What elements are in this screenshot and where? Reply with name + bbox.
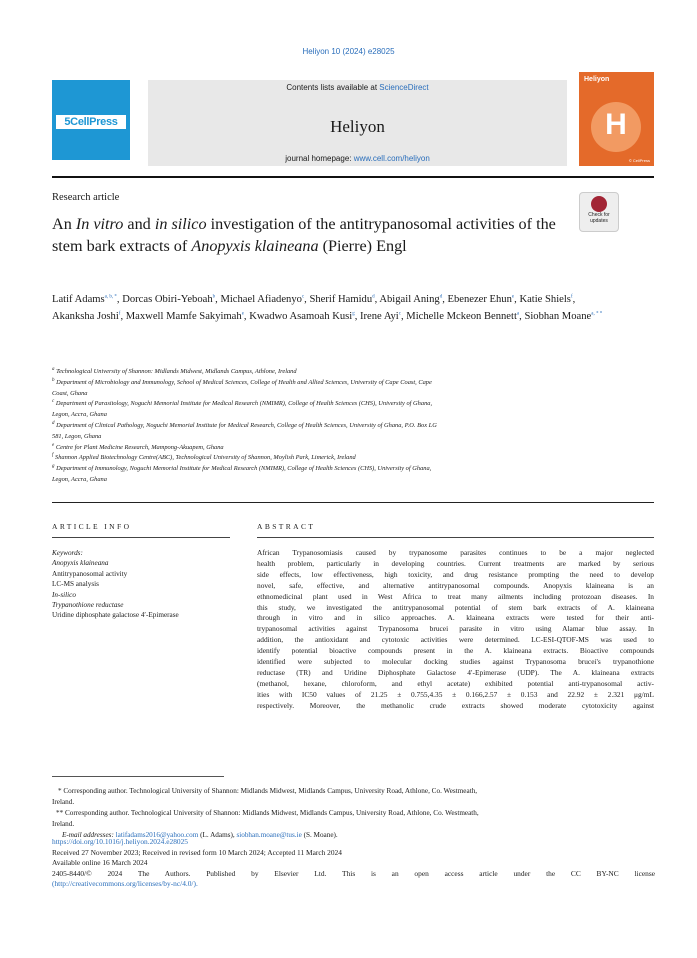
keyword[interactable]: In-silico [52, 590, 76, 599]
author-name[interactable]: Akanksha Joshi [52, 310, 119, 322]
author-affiliation-marker[interactable]: c [301, 294, 305, 300]
journal-citation[interactable]: Heliyon 10 (2024) e28025 [302, 47, 395, 56]
email-link[interactable]: siobhan.moane@tus.ie [236, 830, 302, 839]
journal-name: Heliyon [330, 117, 385, 136]
article-type: Research article [52, 192, 120, 203]
affiliation-text: 581, Legon, Ghana [52, 432, 102, 440]
affiliation-text: Department of Microbiology and Immunology, School of Medical Sciences, College of Health and Allied Sciences, University of Cape Coast, Cape [56, 378, 432, 386]
footnotes: * Corresponding author. Technological University of Shannon: Midlands Midwest, Midlands Campus, University Road, Athlone, Co. Westmeath, Ireland. ** Corresponding author. Technological University of Shannon: Midlands Midwest, Midlands Campus, University Road, Athlone, Co. Westmeath, Ireland. E-mail addresses: latifadams2016@yahoo.com (L. Adams), siobhan.moane@tus.ie (S. Moane). [52, 786, 655, 841]
keyword[interactable]: Uridine diphosphate galactose 4′-Epimerase [52, 611, 179, 620]
footnote-rule [52, 776, 224, 777]
article-title: An In vitro and in silico investigation of the antitrypanosomal activities of the stem bark extracts of Anopyxis klaineana (Pierre) Engl [52, 215, 556, 255]
abstract-line: (methanol, hexane, chloroform, and ethyl acetate) exhibited potential anti-trypanosomal activ- [257, 678, 654, 688]
author-affiliation-marker[interactable]: a, * * [591, 311, 603, 317]
corresponding-author-2: ** Corresponding author. Technological University of Shannon: Midlands Midwest, Midlands Campus, University Road, Athlone, Co. Westmeath, [56, 808, 479, 817]
email-addresses: E-mail addresses: latifadams2016@yahoo.com (L. Adams), siobhan.moane@tus.ie (S. Moane). [62, 830, 338, 839]
available-online: Available online 16 March 2024 [52, 858, 148, 868]
sciencedirect-link[interactable]: ScienceDirect [379, 83, 429, 92]
abstract-line: respectively. Moreover, the methanolic crude extracts showed moderate cytotoxicity against [257, 700, 654, 710]
affiliation-key: f [52, 453, 54, 459]
abstract-line: addition, the antioxidant and cytotoxic activities were determined. LC-ESI-QTOF-MS was used to [257, 635, 654, 645]
abstract-line: health problem, particularly in developing countries. Current treatments are marked by serious [257, 558, 654, 568]
keywords-block [52, 548, 222, 621]
author-affiliation-marker[interactable]: d [439, 294, 443, 300]
affiliation-line [52, 475, 652, 486]
author-name[interactable]: Latif Adams [52, 294, 105, 305]
abstract-line: identify potential bioactive compounds present in the A. klaineana extracts. Bioactive compounds [257, 646, 654, 656]
author-affiliation-marker[interactable]: e [241, 311, 244, 317]
abstract-line: this study, we investigated the antitrypanosomal potential of stem bark extracts of A. klaineana [257, 602, 654, 612]
affiliation-line [52, 453, 652, 464]
author-name[interactable]: Dorcas Obiri-Yeboah [122, 294, 213, 305]
cover-letter: H [605, 108, 627, 141]
affiliations [52, 367, 652, 486]
corresponding-author-1: * Corresponding author. Technological University of Shannon: Midlands Midwest, Midlands Campus, University Road, Athlone, Co. Westmeath, [58, 787, 478, 795]
article-info-rule [52, 537, 230, 538]
affiliations-rule [52, 502, 654, 503]
author-name[interactable]: Michael Afiadenyo [220, 294, 302, 305]
affiliation-line [52, 421, 652, 432]
affiliation-text: Department of Clinical Pathology, Noguchi Memorial Institute for Medical Research, College of Health Sciences, University of Ghana, P.O. Box LG [56, 421, 437, 429]
author-name[interactable]: Maxwell Mamfe Sakyimah [125, 310, 242, 322]
license-text: 2405-8440/© 2024 The Authors. Published by Elsevier Ltd. This is an open access article under the CC BY-NC license [52, 868, 655, 878]
homepage-link[interactable]: www.cell.com/heliyon [353, 154, 430, 163]
affiliation-line [52, 378, 652, 389]
author-affiliation-marker[interactable]: a, b, * [104, 294, 117, 300]
author-name[interactable]: Kwadwo Asamoah Kusi [249, 310, 353, 322]
affiliation-line [52, 432, 652, 443]
affiliation-text: Coast, Ghana [52, 389, 88, 397]
keyword[interactable]: Antitrypanosomal activity [52, 569, 128, 578]
affiliation-text: Centre for Plant Medicine Research, Mampong-Akuapem, Ghana [55, 443, 224, 451]
abstract-line: ethnomedicinal plant used in West Africa to treat many ailments including protozoan diseases. In [257, 591, 654, 601]
abstract-line: African Trypanosomiasis caused by trypanosome parasites continues to be a major neglected [257, 548, 654, 557]
affiliation-text: Legon, Accra, Ghana [52, 475, 107, 483]
author-name[interactable]: Irene Ayi [360, 310, 399, 322]
doi-link[interactable]: https://doi.org/10.1016/j.heliyon.2024.e28025 [52, 837, 188, 846]
email-link[interactable]: latifadams2016@yahoo.com [115, 830, 199, 839]
journal-homepage: journal homepage: www.cell.com/heliyon [285, 154, 430, 163]
abstract-heading: ABSTRACT [257, 522, 316, 531]
article-metadata [52, 837, 655, 890]
author-name[interactable]: Sherif Hamidu [309, 294, 373, 305]
journal-cover-image[interactable] [579, 72, 654, 166]
affiliation-line [52, 443, 652, 454]
keyword[interactable]: LC-MS analysis [52, 580, 99, 589]
cover-title: Heliyon [584, 76, 610, 83]
author-name[interactable]: Ebenezer Ehun [447, 294, 512, 305]
affiliation-key: a [52, 366, 55, 372]
journal-banner [148, 80, 567, 166]
keywords-label: Keywords: [52, 549, 83, 557]
affiliation-text: Technological University of Shannon: Midlands Midwest, Midlands Campus, Athlone, Ireland [56, 368, 297, 375]
affiliation-text: Department of Immunology, Noguchi Memorial Institute for Medical Research (NMIMR), College of Health Sciences (CHS), University of Ghana, [56, 465, 432, 473]
author-name[interactable]: Katie Shiels [519, 294, 571, 305]
author-affiliation-marker[interactable]: f [118, 311, 121, 317]
abstract-line: trypanosomal activities against Trypanosoma brucei parasite in vitro using Alamar blue assay. In [257, 624, 654, 634]
affiliation-key: e [52, 442, 55, 448]
keyword[interactable]: Trypanothione reductase [52, 601, 124, 610]
affiliation-key: b [52, 377, 55, 383]
affiliation-key: g [52, 464, 55, 470]
author-name[interactable]: Siobhan Moane [524, 310, 592, 322]
abstract-line: identified were subjected to molecular docking studies against Trypanosoma brucei's trypanothione [257, 657, 654, 667]
header-rule [52, 176, 654, 178]
abstract-line: side effects, low effectiveness, high toxicity, and drug resistance prompting the need to develop [257, 569, 654, 579]
abstract-line: reductase (TR) and Uridine Diphosphate Galactose 4′-Epimerase (UDP). The A. klaineana extracts [257, 667, 654, 677]
check-updates-icon [591, 196, 607, 212]
affiliation-line [52, 410, 652, 421]
abstract-line: ities with IC50 values of 21.25 ± 0.755,4.35 ± 0.166,2.57 ± 0.153 and 22.92 ± 2.321 μg/mL [257, 689, 654, 699]
affiliation-key: d [52, 420, 55, 426]
cellpress-logo[interactable] [52, 80, 130, 160]
received-dates: Received 27 November 2023; Received in revised form 10 March 2024; Accepted 11 March 2024 [52, 847, 342, 857]
abstract-line: through in vitro and in silico approaches. A. klaineana extracts were tested for their anti- [257, 613, 654, 623]
abstract-rule [257, 537, 654, 538]
author-affiliation-marker[interactable]: f [570, 294, 573, 300]
author-affiliation-marker[interactable]: c [398, 311, 401, 317]
keyword[interactable]: Anopyxis klaineana [52, 559, 109, 568]
abstract-line: novel, safe, effective, and alternative antitrypanosomal compounds. Anopyxis klaineana is an [257, 580, 654, 590]
abstract-text [257, 548, 654, 712]
affiliation-text: Department of Parasitology, Noguchi Memorial Institute for Medical Research (NMIMR), College of Health Sciences (CHS), University of Ghana, [55, 400, 433, 408]
author-affiliation-marker[interactable]: b [212, 294, 216, 300]
affiliation-key: c [52, 399, 55, 405]
affiliation-line [52, 367, 652, 378]
affiliation-line [52, 464, 652, 475]
author-affiliation-marker[interactable]: a [516, 311, 520, 317]
journal-masthead [52, 72, 654, 168]
check-for-updates-button[interactable]: Check for updates [579, 192, 619, 232]
affiliation-text: Legon, Accra, Ghana [52, 411, 107, 419]
author-affiliation-marker[interactable]: e [511, 294, 515, 300]
author-name[interactable]: Michelle Mckeon Bennett [406, 310, 517, 322]
contents-line: Contents lists available at ScienceDirect [286, 83, 429, 92]
author-name[interactable]: Abigail Aning [379, 294, 440, 305]
license-link[interactable]: (http://creativecommons.org/licenses/by-nc/4.0/). [52, 879, 198, 889]
affiliation-text: Shannon Applied Biotechnology Centre(ABC), Technological University of Shannon, Moylish Park, Limerick, Ireland [55, 454, 356, 462]
article-info-heading: ARTICLE INFO [52, 522, 132, 531]
author-affiliation-marker[interactable]: d [372, 294, 375, 300]
cover-publisher: © CellPress [628, 158, 650, 163]
author-affiliation-marker[interactable]: g [352, 311, 355, 317]
affiliation-line [52, 389, 652, 400]
author-list: Latif Adams$^{a, b, *}$, Dorcas Obiri-Yeboah$^b$, Michael Afiadenyo$^c$, Sherif Hamidu$^d$, Abigail Aning$^d$, Ebenezer Ehun$^e$, Katie Shiels$^f$, Akanksha Joshi$^f$, Maxwell Mamfe Sakyimah$^e$, Kwadwo Asamoah Kusi$^g$, Irene Ayi$^c$, Michelle Mckeon Bennett$^a$, Siobhan Moane$^{a, * *}$ [52, 294, 603, 322]
affiliation-line [52, 399, 652, 410]
cellpress-logo-text: 5CellPress [56, 115, 126, 129]
